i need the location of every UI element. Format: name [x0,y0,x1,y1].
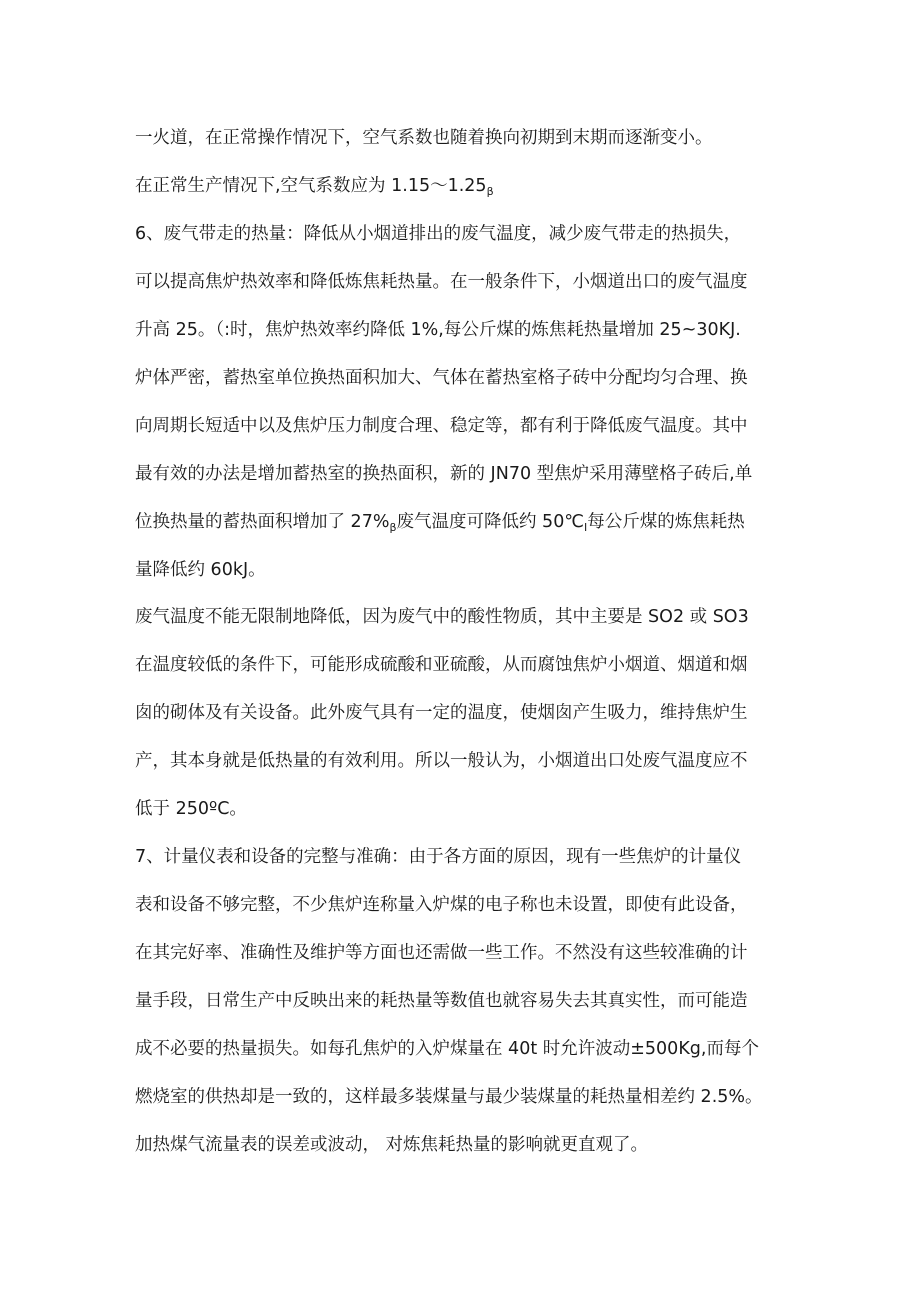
text-segment: 在正常生产情况下,空气系数应为 1.15～1.25 [135,176,487,196]
text-line [135,510,745,540]
text-line: 量手段，日常生产中反映出来的耗热量等数值也就容易失去其真实性，而可能造 [135,991,748,1011]
text-line: 最有效的办法是增加蓄热室的换热面积，新的 JN70 型焦炉采用薄壁格子砖后,单 [135,464,753,484]
text-line: 可以提高焦炉热效率和降低炼焦耗热量。在一般条件下，小烟道出口的废气温度 [135,272,748,292]
text-line: 6、废气带走的热量：降低从小烟道排出的废气温度，减少废气带走的热损失， [135,224,742,244]
text-line [135,174,494,204]
text-line: 低于 250ºC。 [135,799,247,819]
text-segment: 每公斤煤的炼焦耗热 [587,512,745,532]
text-line: 炉体严密，蓄热室单位换热面积加大、气体在蓄热室格子砖中分配均匀合理、换 [135,368,748,388]
text-segment: 位换热量的蓄热面积增加了 27% [135,512,390,532]
text-line: 成不必要的热量损失。如每孔焦炉的入炉煤量在 40t 时允许波动±500Kg,而每个 [135,1039,759,1059]
text-line: 废气温度不能无限制地降低，因为废气中的酸性物质，其中主要是 SO2 或 SO3 [135,607,749,627]
text-line: 升高 25。（:时，焦炉热效率约降低 1%,每公斤煤的炼焦耗热量增加 25~30KJ. [135,320,741,340]
text-line: 一火道，在正常操作情况下，空气系数也随着换向初期到末期而逐渐变小。 [135,128,713,148]
text-line: 加热煤气流量表的误差或波动， 对炼焦耗热量的影响就更直观了。 [135,1135,649,1155]
subscript-mark: β [389,521,397,534]
text-line: 向周期长短适中以及焦炉压力制度合理、稳定等，都有利于降低废气温度。其中 [135,416,748,436]
text-line: 7、计量仪表和设备的完整与准确：由于各方面的原因，现有一些焦炉的计量仪 [135,847,742,867]
subscript-mark: I [583,521,588,534]
text-line: 在其完好率、准确性及维护等方面也还需做一些工作。不然没有这些较准确的计 [135,943,748,963]
text-line: 燃烧室的供热却是一致的，这样最多装煤量与最少装煤量的耗热量相差约 2.5%。 [135,1087,763,1107]
text-line: 产，其本身就是低热量的有效利用。所以一般认为，小烟道出口处废气温度应不 [135,751,748,771]
text-line: 囱的砌体及有关设备。此外废气具有一定的温度，使烟囱产生吸力，维持焦炉生 [135,703,748,723]
text-line: 在温度较低的条件下，可能形成硫酸和亚硫酸，从而腐蚀焦炉小烟道、烟道和烟 [135,655,748,675]
text-line: 表和设备不够完整，不少焦炉连称量入炉煤的电子称也未设置，即使有此设备， [135,895,748,915]
text-line: 量降低约 60kJ。 [135,560,266,580]
text-segment: 废气温度可降低约 50℃ [396,512,584,532]
subscript-mark: β [486,185,494,198]
